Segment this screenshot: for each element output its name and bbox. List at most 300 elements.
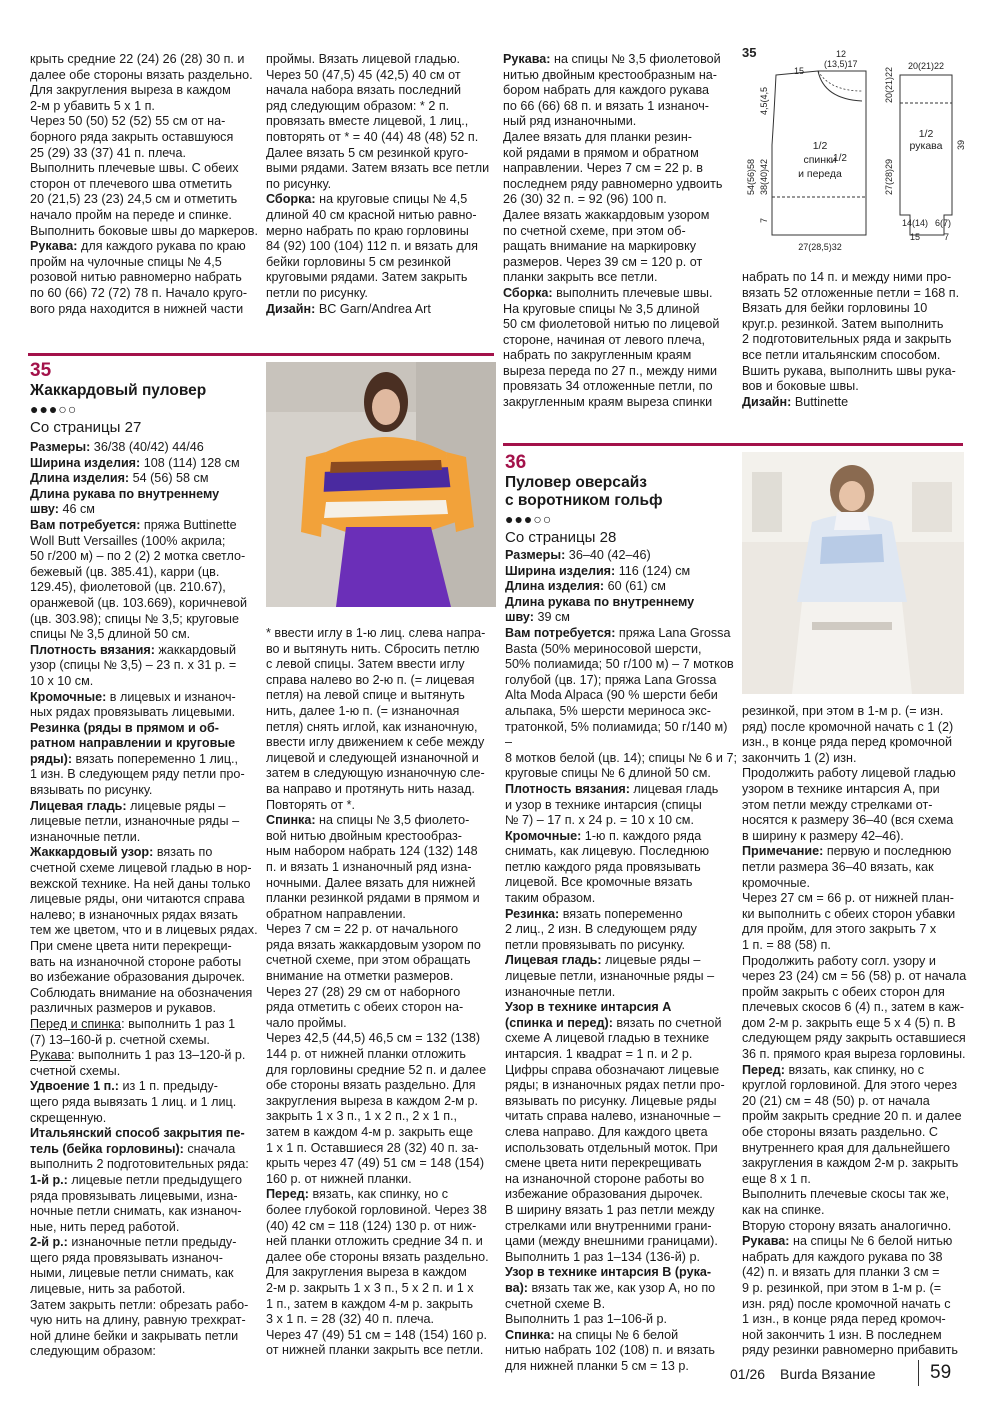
text-line: крыть через 47 (49) 51 см = 148 (154) [266, 1156, 485, 1171]
text-line: последнем ряду равномерно удвоить [503, 176, 723, 191]
text-line: таким образом. [505, 891, 596, 906]
text-line [266, 302, 496, 318]
text-line [30, 1173, 262, 1189]
line-text: 116 (124) см [615, 563, 691, 578]
text-line: ряд следующим образом: * 2 п. [266, 98, 450, 113]
text-line: цами (между внешними границами). [505, 1234, 718, 1249]
text-line: сторон от плечевого шва отметить [30, 176, 233, 191]
svg-text:1/2: 1/2 [812, 140, 828, 152]
text-line: Через 50 (50) 52 (52) 55 см от на- [30, 114, 226, 129]
text-line: следующим образом: [30, 1344, 156, 1359]
bold-label: ряды): [30, 751, 73, 766]
text-line: Цифры справа обозначают лицевые [505, 1062, 720, 1077]
svg-text:4,5(4,5: 4,5(4,5 [759, 86, 769, 115]
text-line: 8 мотков белой (цв. 14); спицы № 6 и 7; [505, 750, 737, 765]
bold-label: Узор в технике интарсия В (рука- [505, 1265, 712, 1280]
line-text: : выполнить 1 раз 13–120-й р. [71, 1048, 246, 1063]
line-text: в лицевых и изнаноч- [106, 689, 236, 704]
section-36-title-1: Пуловер оверсайз [505, 474, 647, 491]
text-line: различных размеров и рукавов. [30, 1001, 216, 1016]
text-line: ной закончить 1 изн. В последнем [742, 1327, 942, 1342]
text-line: щего ряда вывязать 1 лиц. и 1 лиц. [30, 1094, 237, 1109]
bold-label: тель (бейка горловины): [30, 1141, 184, 1156]
bold-label: Дизайн: [742, 394, 792, 409]
line-text: жаккардовый [154, 642, 236, 657]
bold-label: Ширина изделия: [505, 563, 616, 578]
text-line: кой рядами в прямом и обратном [503, 145, 699, 160]
line-text: вязать попеременно [559, 906, 683, 921]
text-line: планки закрыть все петли. [503, 270, 658, 285]
text-line: Через 7 см = 22 р. от начального [266, 922, 459, 937]
text-line: пройм закрыть средние 20 п. и далее [742, 1109, 962, 1124]
text-line [30, 487, 262, 503]
text-line: узором в технике интарсия А, при [742, 781, 940, 796]
svg-text:38(40)42: 38(40)42 [759, 158, 769, 195]
text-line [505, 1281, 737, 1297]
text-line: набрать для каждого рукава по 38 [742, 1249, 943, 1264]
text-line [266, 1187, 496, 1203]
text-line: ночные петли снимать, как изнаноч- [30, 1204, 242, 1219]
text-line: далее обе стороны вязать раздельно. [266, 1249, 489, 1264]
text-line: и узор в технике интарсия (спицы [505, 797, 702, 812]
line-text: 60 (61) см [604, 579, 666, 594]
svg-text:(13,5)17: (13,5)17 [824, 59, 858, 69]
text-line: по 66 (66) 68 п. и вязать 1 изнаноч- [503, 98, 709, 113]
text-line: лицевой. Все кромочные вязать [505, 875, 693, 890]
text-line: во избежание образования дырочек. [30, 970, 245, 985]
text-line: закругления выреза в каждом 2-м р. [266, 1093, 478, 1108]
text-line: на изнаночной стороне работы во [505, 1171, 705, 1186]
text-line: для горловины средние 52 п. и далее [266, 1062, 487, 1077]
photo-oversize-pullover [742, 452, 964, 694]
text-line: вежской технике. На ней даны только [30, 876, 251, 891]
col3-top-text [503, 52, 735, 411]
text-line: 129.45), фиолетовой (цв. 210.67), [30, 580, 226, 595]
text-line: изн. ряд) после кромочной начать с [742, 1296, 951, 1311]
text-line [505, 953, 737, 969]
footer-page-number: 59 [930, 1362, 952, 1383]
svg-text:15: 15 [794, 66, 805, 76]
text-line: 25 (29) 33 (37) 41 п. плеча. [30, 145, 186, 160]
text-line: обе стороны вязать раздельно. С [742, 1125, 938, 1140]
text-line: ным набором набрать 124 (132) 148 [266, 844, 478, 859]
bold-label: Рукава: [742, 1234, 790, 1249]
section-36-rule [503, 443, 963, 446]
line-text: 39 см [533, 610, 570, 625]
text-line: вов и боковые швы. [742, 379, 859, 394]
text-line: петли размера 36–40 вязать, как [742, 859, 934, 874]
text-line [30, 799, 262, 815]
svg-text:27(28,5)32: 27(28,5)32 [798, 242, 842, 252]
bold-label: Узор в технике интарсия А [505, 1000, 672, 1015]
svg-text:39: 39 [956, 139, 966, 150]
svg-text:20(21)22: 20(21)22 [907, 61, 945, 71]
footer-magazine: Burda Вязание [780, 1366, 876, 1382]
text-line: Woll Butt Versailles (100% акрила; [30, 533, 226, 548]
text-line: ращать внимание на маркировку [503, 239, 697, 254]
text-line: 50% полиамида; 50 г/100 м) – 7 мотков [505, 657, 734, 672]
text-line: вать на изнаночной стороне работы [30, 954, 242, 969]
text-line [742, 844, 974, 860]
text-line: внутреннего края для дальнейшего [742, 1140, 950, 1155]
text-line: ные, нить перед работой. [30, 1219, 180, 1234]
bold-label: Длина рукава по внутреннему [30, 486, 220, 501]
bold-label: 2-й р.: [30, 1235, 68, 1250]
svg-text:54(56)58: 54(56)58 [746, 158, 756, 195]
text-line: Затем закрыть петли: обрезать рабо- [30, 1297, 249, 1312]
text-line: планки резинкой рядами в прямом и [266, 891, 480, 906]
text-line: стрелками или внутренними грани- [505, 1218, 712, 1233]
text-line: нитью набрать 102 (108) п. и вязать [505, 1343, 715, 1358]
text-line [30, 456, 262, 472]
text-line: начало пройм на переде и спинке. [30, 207, 232, 222]
text-line: петля) на левой спице и вытянуть [266, 688, 465, 703]
text-line: затем в каждом 4-м р. закрыть еще [266, 1125, 473, 1139]
text-line: 36 п. прямого края выреза горловины. [742, 1047, 966, 1062]
text-line: ряду резинки равномерно прибавить [742, 1343, 958, 1358]
line-text: вязать, как спинку, но с [308, 1187, 448, 1202]
col4-bottom-text [742, 704, 974, 1359]
text-line [505, 626, 737, 642]
text-line: интарсия. 1 квадрат = 1 п. и 2 р. [505, 1047, 693, 1061]
section-35-rule [28, 353, 494, 356]
text-line: бором набрать для каждого рукава [503, 83, 710, 98]
text-line: с левой спицы. Затем ввести иглу [266, 657, 465, 672]
text-line: тратонкой, 5% полиамида; 50 г/140 м) – [505, 719, 728, 750]
text-line: Далее вязать жаккардовым узором [503, 207, 710, 222]
line-text: лицевая гладь [629, 781, 719, 796]
text-line: пройм на чулочные спицы № 4,5 [30, 254, 222, 269]
text-line: через 23 (24) см = 56 (58) р. от начала [742, 969, 967, 984]
bold-label: Примечание: [742, 844, 824, 859]
bold-label: Кромочные: [505, 828, 582, 843]
bold-label: Сборка: [266, 192, 316, 207]
text-line: носятся к размеру 36–40 (вся схема [742, 813, 954, 828]
text-line: * ввести иглу в 1-ю лиц. слева напра- [266, 626, 486, 640]
text-line: обе стороны вязать раздельно. Для [266, 1078, 476, 1093]
text-line: 160 р. от нижней планки. [266, 1171, 412, 1186]
text-line: Выполнить плечевые скосы так же, [742, 1187, 950, 1202]
text-line: Для закругления выреза в каждом [266, 1265, 467, 1280]
line-text: для каждого рукава по краю [77, 239, 246, 254]
text-line: 1 х 1 п. Оставшиеся 28 (32) 40 п. за- [266, 1140, 479, 1155]
text-line: (42) п. и вязать для планки 3 см = [742, 1265, 940, 1280]
text-line: более глубокой горловиной. Через 38 [266, 1202, 487, 1217]
bold-label: ратном направлении и круговые [30, 736, 236, 751]
text-line: борного ряда закрыть оставшуюся [30, 129, 234, 144]
svg-text:14(14): 14(14) [902, 218, 929, 228]
bold-label: Размеры: [505, 548, 566, 562]
svg-text:рукава: рукава [909, 140, 943, 152]
line-text: вязать так же, как узор А, но по [527, 1280, 716, 1295]
text-line: закончить 1 (2) изн. [742, 750, 857, 765]
bold-label: ва): [505, 1280, 528, 1295]
svg-text:27(28)29: 27(28)29 [884, 158, 894, 195]
text-line: начала набора вязать последний [266, 83, 462, 98]
text-line: петля) снять иглой, как изнаночную, [266, 719, 478, 734]
text-line: тем же цветом, что и в лицевых рядах. [30, 923, 258, 938]
text-line [30, 845, 262, 861]
text-line: ночными. Далее вязать для нижней [266, 875, 476, 890]
line-text: : выполнить 1 раз 1 [121, 1016, 236, 1031]
line-text: пряжа Buttinette [140, 517, 237, 532]
text-line: Basta (50% мериносовой шерсти, [505, 641, 702, 656]
text-line: Далее вязать 5 см резинкой кругo- [266, 145, 469, 160]
text-line: смене цвета нити перекрещивать [505, 1156, 702, 1171]
text-line: 26 (30) 32 п. = 92 (96) 100 п. [503, 192, 667, 207]
text-line: Продолжить работу согл. узору и [742, 953, 936, 968]
line-text: выполнить плечевые швы. [552, 285, 713, 300]
text-line: № 7) – 17 п. х 24 р. = 10 х 10 см. [505, 813, 694, 828]
text-line: проймы. Вязать лицевой гладью. [266, 52, 461, 66]
bold-label: Резинка: [505, 906, 560, 921]
line-text: 108 (114) 128 см [140, 455, 240, 470]
line-text: сначала [183, 1141, 236, 1156]
text-line: лицевые ряды, они читаются справа [30, 892, 245, 907]
text-line [30, 752, 262, 768]
text-line: ной длине бейки и закрывать петли [30, 1328, 239, 1343]
text-line [30, 502, 262, 518]
svg-text:1/2: 1/2 [918, 128, 934, 140]
text-line: набрать по закругленным краям [503, 348, 692, 363]
text-line: вой нитью двойным крестообраз- [266, 828, 462, 843]
text-line: читать справа налево, изнаночные – [505, 1109, 721, 1124]
line-text: 46 см [58, 502, 95, 517]
bold-label: Плотность вязания: [30, 642, 155, 657]
text-line [503, 52, 735, 68]
schematic-number: 35 [742, 45, 757, 60]
difficulty-dots-36: ●●●○○ [505, 511, 553, 527]
text-line: далее обе стороны вязать раздельно. [30, 67, 253, 82]
text-line: 1 изн., в конце ряда перед кромоч- [742, 1312, 946, 1327]
text-line: 3 х 1 п. = 28 (32) 40 п. плеча. [266, 1312, 435, 1327]
text-line: стороне, начиная от левого плеча, [503, 332, 705, 347]
text-line: избежание образования дырочек. [505, 1187, 703, 1202]
text-line: ки выполнить с обеих сторон убавки [742, 906, 956, 921]
text-line: плечевых скосов 6 (4) п., затем в каж- [742, 1000, 965, 1015]
text-line: пройм закрыть с обеих сторон для [742, 984, 945, 999]
text-line [30, 1142, 262, 1158]
text-line: использовать отдельный моток. При [505, 1140, 718, 1155]
text-line [742, 395, 974, 411]
bold-label: Перед: [742, 1062, 785, 1077]
text-line: 20 (21,5) 23 (23) 24,5 см и отметить [30, 192, 238, 207]
text-line: налево; в изнаночных рядах вязать [30, 907, 238, 922]
text-line: дом 2-м р. закрыть еще 5 х 4 (5) п. В [742, 1015, 956, 1030]
page-footer [730, 1360, 970, 1388]
svg-text:6(7): 6(7) [935, 218, 952, 228]
bold-label: Вам потребуется: [30, 517, 141, 532]
text-line: Через 27 см = 66 р. от нижней план- [742, 891, 954, 906]
text-line: скрещенную. [30, 1110, 107, 1125]
text-line: 2 подготовительных ряда и закрыть [742, 332, 952, 347]
text-line [505, 579, 737, 595]
bold-label: Длина изделия: [505, 579, 605, 594]
text-line: обратном направлении. [266, 906, 406, 921]
text-line: во и вытянуть нить. Сбросить петлю [266, 641, 480, 656]
text-line [505, 1000, 737, 1016]
text-line: повторять от * = 40 (44) 48 (48) 52 п. [266, 129, 479, 144]
line-text: вязать по [153, 845, 213, 860]
text-line: ными, лицевые петли снимать, как [30, 1266, 234, 1281]
line-text: пряжа Lana Grossa [615, 625, 731, 640]
line-text: на спицы № 3,5 фиолетовой [550, 52, 721, 66]
line-text: на спицы № 6 белой нитью [789, 1234, 953, 1249]
text-line: круговыми рядами. Затем закрыть [266, 270, 468, 285]
text-line: внимание на отметки размеров. [266, 969, 454, 984]
section-35-number: 35 [30, 360, 52, 381]
text-line [742, 1063, 974, 1079]
text-line: резинкой, при этом в 1-м р. (= изн. [742, 704, 944, 718]
text-line [742, 1234, 974, 1250]
text-line: выполнить 2 подготовительных ряда: [30, 1157, 249, 1172]
svg-text:7: 7 [759, 217, 769, 223]
bold-label: шву: [505, 610, 534, 625]
text-line: все петли итальянским способом. [742, 347, 941, 362]
bold-label: Рукава: [503, 52, 551, 66]
text-line: 84 (92) 100 (104) 112 п. и вязать для [266, 239, 478, 254]
line-text: лицевые ряды – [601, 953, 701, 968]
footer-divider [918, 1360, 919, 1386]
svg-text:15: 15 [910, 232, 921, 242]
line-text: вязать по счетной [612, 1015, 722, 1030]
bold-label: Длина рукава по внутреннему [505, 594, 695, 609]
text-line: длиной 40 см красной нитью равно- [266, 207, 477, 222]
bold-label: Удвоение 1 п.: [30, 1079, 119, 1094]
text-line [30, 518, 262, 534]
text-line: от нижней планки закрыть все петли. [266, 1343, 484, 1358]
text-line: затем в следующую изнаночную сле- [266, 766, 485, 781]
text-line: счетной схеме лицевой гладью в нор- [30, 861, 252, 876]
line-text: Buttinette [791, 394, 849, 409]
text-line: Повторять от *. [266, 797, 356, 812]
text-line: в ширину к размеру 42–46). [742, 828, 904, 843]
section-36-body [505, 548, 737, 1374]
col4-top-text [742, 270, 974, 410]
line-text: лицевые петли предыдущего [67, 1172, 242, 1187]
text-line: (7) 13–160-й р. счетной схемы. [30, 1032, 210, 1047]
text-line: (40) 42 см = 118 (124) 130 р. от ниж- [266, 1218, 477, 1233]
text-line [30, 721, 262, 737]
text-line: круглой горловиной. Для этого через [742, 1078, 957, 1093]
bold-label: Ширина изделия: [30, 455, 141, 470]
text-line: чало проймы. [266, 1015, 347, 1030]
text-line [505, 907, 737, 923]
text-line: спицы № 3,5 длиной 50 см. [30, 627, 191, 642]
text-line [30, 643, 262, 659]
text-line: ней планки отложить средние 34 п. и [266, 1234, 483, 1249]
text-line [266, 192, 496, 208]
text-line: как на спинке. [742, 1203, 825, 1217]
text-line [505, 1265, 737, 1281]
text-line [266, 813, 496, 829]
text-line: Соблюдать внимание на обозначения [30, 985, 253, 1000]
svg-text:и переда: и переда [798, 168, 842, 180]
text-line: круговые спицы № 6 длиной 50 см. [505, 766, 711, 781]
bold-label: Лицевая гладь: [30, 798, 127, 813]
text-line: крыть средние 22 (24) 26 (28) 30 п. и [30, 52, 245, 66]
text-line: вязать 52 отложенные петли = 168 п. [742, 285, 960, 300]
text-line: провязать 34 отложенные петли, по [503, 379, 713, 394]
text-line: Вшить рукава, выполнить швы рука- [742, 363, 956, 378]
text-line: Через 27 (28) 29 см от наборного [266, 984, 461, 999]
text-line: 20 (21) см = 48 (50) р. от начала [742, 1093, 930, 1108]
text-line: по счетной схеме, при этом об- [503, 223, 686, 238]
text-line: снимать, как лицевую. Последнюю [505, 844, 710, 859]
text-line: петли по рисунку. [266, 285, 368, 300]
text-line: закругленным краям выреза спинки [503, 395, 713, 410]
line-text: первую и последнюю [823, 844, 952, 859]
text-line: лицевые петли, изнаночные ряды – [505, 969, 715, 984]
text-line: справа налево во 2-ю п. (= лицевая [266, 672, 475, 687]
line-text: на круговые спицы № 4,5 [315, 192, 468, 207]
text-line: бейки горловины 5 см резинкой [266, 254, 451, 269]
text-line: п. и вязать 1 изнаночный ряд изна- [266, 859, 472, 874]
text-line: Через 50 (47,5) 45 (42,5) 40 см от [266, 67, 461, 82]
text-line: провязать вместе лицевой, 1 лиц., [266, 114, 469, 129]
text-line: нитью двойным крестообразным на- [503, 67, 717, 82]
bold-label: Дизайн: [266, 301, 316, 316]
text-line: Alta Moda Alpaca (90 % шерсти беби [505, 688, 718, 703]
line-text: лицевые ряды – [126, 798, 226, 813]
text-line: схеме А лицевой гладью в технике [505, 1031, 710, 1046]
text-line: направлении. Через 7 см = 22 р. в [503, 161, 703, 176]
text-line: 1 п. = 88 (58) п. [742, 937, 831, 952]
text-line [505, 782, 737, 798]
text-line: размеров. Через 39 см = 120 р. от [503, 254, 703, 269]
line-text: BC Garn/Andrea Art [315, 301, 431, 316]
text-line: круг.р. резинкой. Затем выполнить [742, 316, 944, 331]
text-line: кромочные. [742, 875, 810, 890]
text-line: выреза переда по 27 п., между ними [503, 363, 718, 378]
section-35-title: Жаккардовый пуловер [30, 382, 207, 399]
bold-label: Перед: [266, 1187, 309, 1202]
text-line: счетной схемы. [30, 1063, 121, 1078]
text-line: оранжевой (цв. 103.669), коричневой [30, 595, 248, 610]
text-line: лицевой и следующей изнаночной и [266, 750, 479, 765]
text-line: ряда вязать жаккардовым узором по [266, 937, 481, 952]
text-line: ряда отметить с обеих сторон на- [266, 1000, 464, 1015]
text-line [30, 471, 262, 487]
section-35-body [30, 440, 262, 1360]
section-36-header [505, 452, 737, 547]
text-line: 50 г/200 м) – по 2 (2) 2 мотка светло- [30, 549, 246, 564]
text-line: ряда провязывать лицевыми, изна- [30, 1188, 238, 1203]
text-line: На круговые спицы № 3,5 длиной [503, 301, 700, 316]
text-line [503, 286, 735, 302]
col2-bottom-text [266, 626, 496, 1359]
bold-label: Жаккардовый узор: [30, 845, 154, 860]
svg-text:1/2: 1/2 [833, 153, 847, 164]
text-line: При смене цвета нити перекрещи- [30, 939, 232, 953]
text-line: слева направо. Для каждого цвета [505, 1124, 708, 1139]
text-line: голубой (цв. 17); пряжа Lana Grossa [505, 672, 717, 687]
text-line: Через 47 (49) 51 см = 148 (154) 160 р. [266, 1327, 488, 1342]
photo-jacquard-pullover [266, 362, 496, 607]
text-line: 1 п., затем в каждом 4-м р. закрыть [266, 1296, 474, 1311]
text-line [30, 1079, 262, 1095]
bold-label: Резинка (ряды в прямом и об- [30, 720, 219, 735]
text-line [505, 564, 737, 580]
text-line [505, 595, 737, 611]
text-line: лицевые, нить за работой. [30, 1282, 186, 1297]
line-text: на спицы № 3,5 фиолето- [315, 813, 470, 828]
line-text: 36–40 (42–46) [565, 548, 651, 562]
text-line: Выполнить 1 раз 1–106-й р. [505, 1312, 668, 1327]
text-line: выми рядами. Затем вязать все петли [266, 161, 490, 176]
bold-label: Спинка: [505, 1327, 555, 1342]
text-line: по рисунку. [266, 176, 332, 191]
